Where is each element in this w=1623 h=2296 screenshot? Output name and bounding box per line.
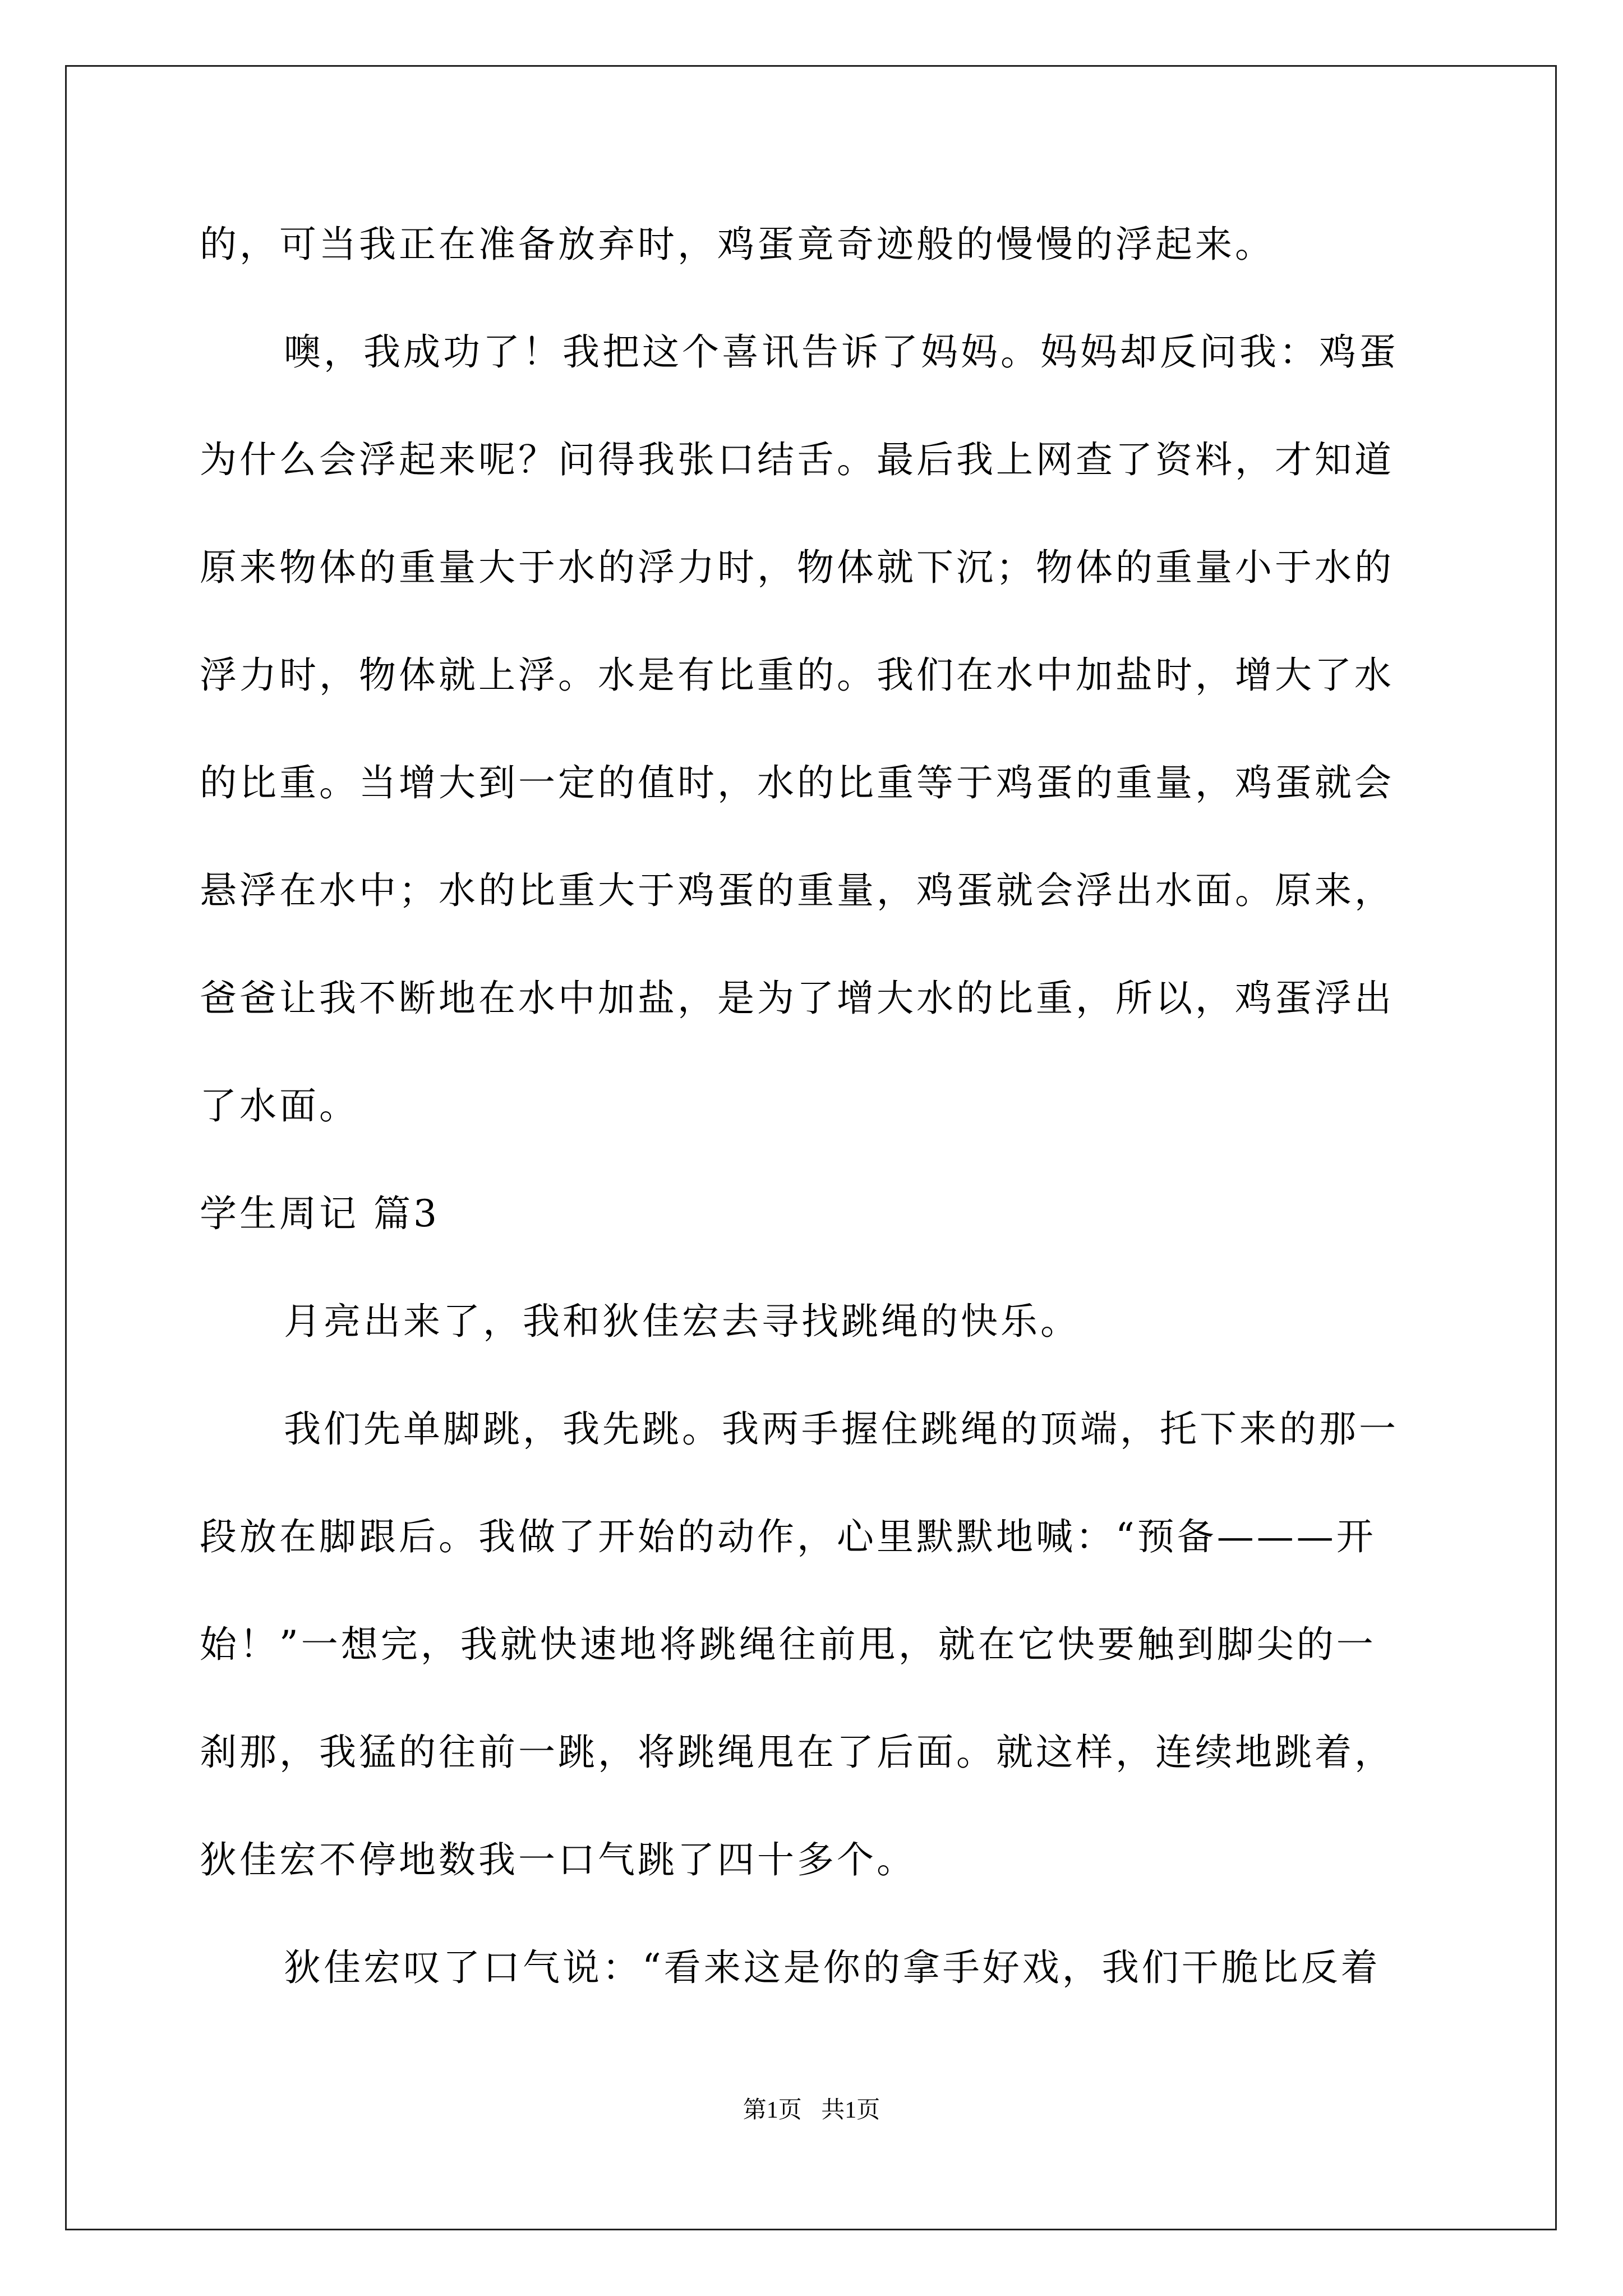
paragraph-line: 狄佳宏叹了口气说：“看来这是你的拿手好戏，我们干脆比反着	[284, 1946, 1381, 1989]
paragraph-line: 浮力时，物体就上浮。水是有比重的。我们在水中加盐时，增大了水	[200, 654, 1394, 697]
paragraph-line: 我们先单脚跳，我先跳。我两手握住跳绳的顶端，托下来的那一	[284, 1407, 1399, 1451]
section-heading: 学生周记 篇3	[200, 1192, 440, 1235]
page-footer	[0, 2093, 1623, 2127]
document-body	[200, 191, 1431, 2022]
paragraph-line: 噢，我成功了！我把这个喜讯告诉了妈妈。妈妈却反问我：鸡蛋	[284, 330, 1399, 374]
paragraph-line: 原来物体的重量大于水的浮力时，物体就下沉；物体的重量小于水的	[200, 546, 1394, 589]
page-total: 共1页	[821, 2097, 880, 2123]
paragraph-line: 段放在脚跟后。我做了开始的动作，心里默默地喊：“预备———开	[200, 1515, 1376, 1558]
paragraph-line: 月亮出来了，我和狄佳宏去寻找跳绳的快乐。	[284, 1300, 1080, 1343]
paragraph-line: 狄佳宏不停地数我一口气跳了四十多个。	[200, 1838, 916, 1881]
paragraph-line: 始！”一想完，我就快速地将跳绳往前甩，就在它快要触到脚尖的一	[200, 1623, 1376, 1666]
paragraph-line: 的比重。当增大到一定的值时，水的比重等于鸡蛋的重量，鸡蛋就会	[200, 761, 1394, 804]
paragraph-line: 了水面。	[200, 1084, 359, 1128]
paragraph-line: 爸爸让我不断地在水中加盐，是为了增大水的比重，所以，鸡蛋浮出	[200, 977, 1394, 1020]
paragraph-line: 悬浮在水中；水的比重大于鸡蛋的重量，鸡蛋就会浮出水面。原来，	[200, 869, 1394, 912]
page-number: 第1页	[743, 2097, 802, 2123]
paragraph-line: 的，可当我正在准备放弃时，鸡蛋竟奇迹般的慢慢的浮起来。	[200, 223, 1275, 266]
paragraph-line: 为什么会浮起来呢？问得我张口结舌。最后我上网查了资料，才知道	[200, 438, 1394, 481]
paragraph-line: 刹那，我猛的往前一跳，将跳绳甩在了后面。就这样，连续地跳着，	[200, 1731, 1394, 1774]
